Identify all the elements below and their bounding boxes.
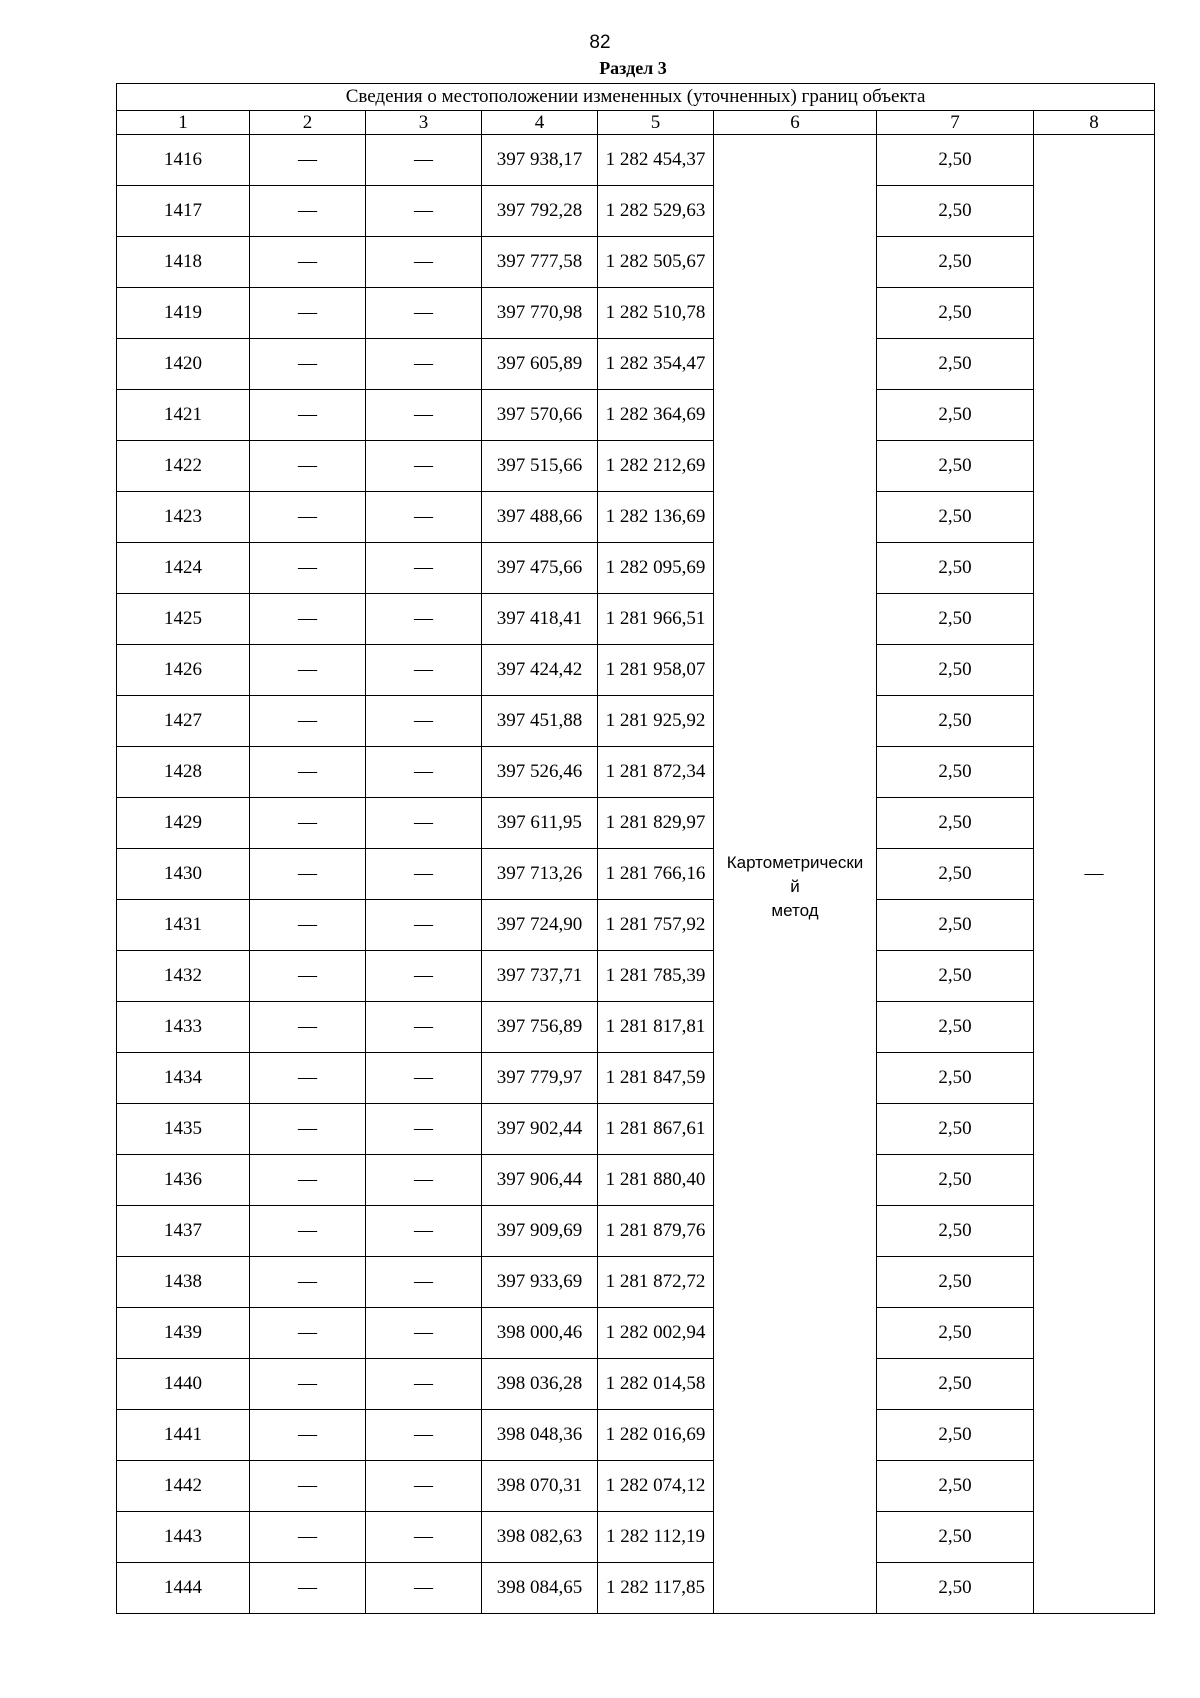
column-3-cell: — (366, 390, 482, 441)
column-number: 6 (714, 111, 877, 135)
accuracy-cell: 2,50 (877, 1257, 1034, 1308)
point-number-cell: 1418 (117, 237, 250, 288)
accuracy-cell: 2,50 (877, 645, 1034, 696)
column-3-cell: — (366, 135, 482, 186)
y-coordinate-cell: 1 281 785,39 (598, 951, 714, 1002)
table-row (117, 135, 1155, 186)
x-coordinate-cell: 397 906,44 (482, 1155, 598, 1206)
y-coordinate-cell: 1 282 510,78 (598, 288, 714, 339)
table-row (117, 900, 1155, 951)
point-number-cell: 1437 (117, 1206, 250, 1257)
accuracy-cell: 2,50 (877, 135, 1034, 186)
x-coordinate-cell: 397 909,69 (482, 1206, 598, 1257)
accuracy-cell: 2,50 (877, 900, 1034, 951)
column-2-cell: — (250, 1206, 366, 1257)
accuracy-cell: 2,50 (877, 492, 1034, 543)
column-number-row (117, 111, 1155, 135)
x-coordinate-cell: 397 570,66 (482, 390, 598, 441)
table-row (117, 1206, 1155, 1257)
accuracy-cell: 2,50 (877, 1461, 1034, 1512)
table-row (117, 747, 1155, 798)
y-coordinate-cell: 1 281 867,61 (598, 1104, 714, 1155)
x-coordinate-cell: 398 048,36 (482, 1410, 598, 1461)
x-coordinate-cell: 397 713,26 (482, 849, 598, 900)
page-number: 82 (589, 32, 611, 53)
accuracy-cell: 2,50 (877, 798, 1034, 849)
column-2-cell: — (250, 441, 366, 492)
table-row (117, 1104, 1155, 1155)
x-coordinate-cell: 397 770,98 (482, 288, 598, 339)
column-3-cell: — (366, 900, 482, 951)
column-2-cell: — (250, 747, 366, 798)
y-coordinate-cell: 1 281 829,97 (598, 798, 714, 849)
x-coordinate-cell: 397 737,71 (482, 951, 598, 1002)
accuracy-cell: 2,50 (877, 1563, 1034, 1614)
y-coordinate-cell: 1 281 872,72 (598, 1257, 714, 1308)
column-3-cell: — (366, 1308, 482, 1359)
point-number-cell: 1417 (117, 186, 250, 237)
y-coordinate-cell: 1 282 016,69 (598, 1410, 714, 1461)
table-row (117, 1308, 1155, 1359)
y-coordinate-cell: 1 281 872,34 (598, 747, 714, 798)
accuracy-cell: 2,50 (877, 849, 1034, 900)
table-row (117, 1257, 1155, 1308)
accuracy-cell: 2,50 (877, 1155, 1034, 1206)
y-coordinate-cell: 1 281 880,40 (598, 1155, 714, 1206)
point-number-cell: 1444 (117, 1563, 250, 1614)
column-2-cell: — (250, 1512, 366, 1563)
y-coordinate-cell: 1 281 766,16 (598, 849, 714, 900)
y-coordinate-cell: 1 282 505,67 (598, 237, 714, 288)
point-number-cell: 1427 (117, 696, 250, 747)
column-8-cell: — (1034, 135, 1155, 1614)
column-2-cell: — (250, 951, 366, 1002)
point-number-cell: 1436 (117, 1155, 250, 1206)
column-number: 7 (877, 111, 1034, 135)
table-row (117, 951, 1155, 1002)
column-2-cell: — (250, 900, 366, 951)
column-3-cell: — (366, 288, 482, 339)
column-3-cell: — (366, 696, 482, 747)
column-3-cell: — (366, 1563, 482, 1614)
column-2-cell: — (250, 1002, 366, 1053)
table-row (117, 237, 1155, 288)
y-coordinate-cell: 1 282 112,19 (598, 1512, 714, 1563)
y-coordinate-cell: 1 282 002,94 (598, 1308, 714, 1359)
column-2-cell: — (250, 1563, 366, 1614)
table-row (117, 1155, 1155, 1206)
column-3-cell: — (366, 1257, 482, 1308)
column-3-cell: — (366, 1206, 482, 1257)
y-coordinate-cell: 1 281 966,51 (598, 594, 714, 645)
column-3-cell: — (366, 645, 482, 696)
x-coordinate-cell: 397 488,66 (482, 492, 598, 543)
column-3-cell: — (366, 186, 482, 237)
y-coordinate-cell: 1 282 354,47 (598, 339, 714, 390)
accuracy-cell: 2,50 (877, 1002, 1034, 1053)
column-2-cell: — (250, 1308, 366, 1359)
point-number-cell: 1440 (117, 1359, 250, 1410)
point-number-cell: 1428 (117, 747, 250, 798)
x-coordinate-cell: 398 036,28 (482, 1359, 598, 1410)
point-number-cell: 1426 (117, 645, 250, 696)
table-row (117, 1563, 1155, 1614)
y-coordinate-cell: 1 282 136,69 (598, 492, 714, 543)
table-row (117, 645, 1155, 696)
x-coordinate-cell: 397 515,66 (482, 441, 598, 492)
column-3-cell: — (366, 1410, 482, 1461)
x-coordinate-cell: 397 424,42 (482, 645, 598, 696)
point-number-cell: 1433 (117, 1002, 250, 1053)
y-coordinate-cell: 1 281 958,07 (598, 645, 714, 696)
column-number: 2 (250, 111, 366, 135)
method-cell (714, 135, 877, 1614)
column-3-cell: — (366, 1155, 482, 1206)
column-2-cell: — (250, 1053, 366, 1104)
x-coordinate-cell: 398 084,65 (482, 1563, 598, 1614)
method-line: й (790, 877, 800, 896)
point-number-cell: 1423 (117, 492, 250, 543)
y-coordinate-cell: 1 282 364,69 (598, 390, 714, 441)
column-3-cell: — (366, 543, 482, 594)
accuracy-cell: 2,50 (877, 237, 1034, 288)
x-coordinate-cell: 397 933,69 (482, 1257, 598, 1308)
y-coordinate-cell: 1 281 925,92 (598, 696, 714, 747)
accuracy-cell: 2,50 (877, 339, 1034, 390)
column-2-cell: — (250, 849, 366, 900)
column-2-cell: — (250, 1104, 366, 1155)
column-2-cell: — (250, 186, 366, 237)
y-coordinate-cell: 1 281 817,81 (598, 1002, 714, 1053)
point-number-cell: 1425 (117, 594, 250, 645)
accuracy-cell: 2,50 (877, 1410, 1034, 1461)
x-coordinate-cell: 397 792,28 (482, 186, 598, 237)
table-row (117, 186, 1155, 237)
accuracy-cell: 2,50 (877, 747, 1034, 798)
accuracy-cell: 2,50 (877, 951, 1034, 1002)
x-coordinate-cell: 397 902,44 (482, 1104, 598, 1155)
table-row (117, 1512, 1155, 1563)
accuracy-cell: 2,50 (877, 696, 1034, 747)
y-coordinate-cell: 1 282 212,69 (598, 441, 714, 492)
column-2-cell: — (250, 696, 366, 747)
y-coordinate-cell: 1 281 757,92 (598, 900, 714, 951)
column-number: 4 (482, 111, 598, 135)
method-line: Картометрически (726, 853, 864, 872)
point-number-cell: 1430 (117, 849, 250, 900)
table-caption: Сведения о местоположении измененных (уточненных) границ объекта (117, 84, 1155, 111)
accuracy-cell: 2,50 (877, 1308, 1034, 1359)
y-coordinate-cell: 1 282 095,69 (598, 543, 714, 594)
column-2-cell: — (250, 1410, 366, 1461)
table-row (117, 594, 1155, 645)
point-number-cell: 1438 (117, 1257, 250, 1308)
x-coordinate-cell: 398 000,46 (482, 1308, 598, 1359)
x-coordinate-cell: 398 070,31 (482, 1461, 598, 1512)
y-coordinate-cell: 1 282 014,58 (598, 1359, 714, 1410)
column-2-cell: — (250, 237, 366, 288)
x-coordinate-cell: 397 724,90 (482, 900, 598, 951)
column-3-cell: — (366, 747, 482, 798)
x-coordinate-cell: 397 475,66 (482, 543, 598, 594)
column-3-cell: — (366, 1512, 482, 1563)
method-text (714, 851, 876, 923)
column-2-cell: — (250, 135, 366, 186)
point-number-cell: 1424 (117, 543, 250, 594)
column-2-cell: — (250, 390, 366, 441)
x-coordinate-cell: 397 938,17 (482, 135, 598, 186)
point-number-cell: 1419 (117, 288, 250, 339)
x-coordinate-cell: 397 777,58 (482, 237, 598, 288)
table-row (117, 798, 1155, 849)
point-number-cell: 1420 (117, 339, 250, 390)
column-3-cell: — (366, 237, 482, 288)
column-2-cell: — (250, 798, 366, 849)
x-coordinate-cell: 397 779,97 (482, 1053, 598, 1104)
column-3-cell: — (366, 798, 482, 849)
table-row (117, 390, 1155, 441)
point-number-cell: 1435 (117, 1104, 250, 1155)
column-3-cell: — (366, 492, 482, 543)
table-row (117, 1002, 1155, 1053)
column-number: 3 (366, 111, 482, 135)
accuracy-cell: 2,50 (877, 1206, 1034, 1257)
table-row (117, 492, 1155, 543)
column-3-cell: — (366, 1359, 482, 1410)
point-number-cell: 1421 (117, 390, 250, 441)
table-row (117, 849, 1155, 900)
boundary-coordinates-table (116, 83, 1155, 1614)
table-row (117, 1461, 1155, 1512)
point-number-cell: 1416 (117, 135, 250, 186)
x-coordinate-cell: 397 611,95 (482, 798, 598, 849)
y-coordinate-cell: 1 281 847,59 (598, 1053, 714, 1104)
x-coordinate-cell: 397 756,89 (482, 1002, 598, 1053)
column-2-cell: — (250, 1257, 366, 1308)
column-2-cell: — (250, 492, 366, 543)
point-number-cell: 1443 (117, 1512, 250, 1563)
point-number-cell: 1422 (117, 441, 250, 492)
column-2-cell: — (250, 288, 366, 339)
column-number: 1 (117, 111, 250, 135)
column-2-cell: — (250, 1155, 366, 1206)
table-row (117, 696, 1155, 747)
table-row (117, 1053, 1155, 1104)
point-number-cell: 1442 (117, 1461, 250, 1512)
point-number-cell: 1429 (117, 798, 250, 849)
x-coordinate-cell: 397 605,89 (482, 339, 598, 390)
column-number: 5 (598, 111, 714, 135)
column-3-cell: — (366, 441, 482, 492)
point-number-cell: 1434 (117, 1053, 250, 1104)
accuracy-cell: 2,50 (877, 441, 1034, 492)
y-coordinate-cell: 1 282 117,85 (598, 1563, 714, 1614)
accuracy-cell: 2,50 (877, 594, 1034, 645)
x-coordinate-cell: 398 082,63 (482, 1512, 598, 1563)
column-2-cell: — (250, 645, 366, 696)
table-row (117, 339, 1155, 390)
accuracy-cell: 2,50 (877, 1359, 1034, 1410)
y-coordinate-cell: 1 282 529,63 (598, 186, 714, 237)
accuracy-cell: 2,50 (877, 186, 1034, 237)
accuracy-cell: 2,50 (877, 390, 1034, 441)
column-3-cell: — (366, 1002, 482, 1053)
y-coordinate-cell: 1 281 879,76 (598, 1206, 714, 1257)
table-row (117, 543, 1155, 594)
column-3-cell: — (366, 849, 482, 900)
column-3-cell: — (366, 951, 482, 1002)
y-coordinate-cell: 1 282 074,12 (598, 1461, 714, 1512)
accuracy-cell: 2,50 (877, 543, 1034, 594)
accuracy-cell: 2,50 (877, 1104, 1034, 1155)
method-line: метод (771, 901, 819, 920)
column-3-cell: — (366, 1053, 482, 1104)
table-body (117, 135, 1155, 1614)
column-3-cell: — (366, 1104, 482, 1155)
column-3-cell: — (366, 339, 482, 390)
point-number-cell: 1439 (117, 1308, 250, 1359)
column-2-cell: — (250, 1359, 366, 1410)
table-row (117, 441, 1155, 492)
section-title: Раздел 3 (599, 58, 667, 78)
column-3-cell: — (366, 594, 482, 645)
y-coordinate-cell: 1 282 454,37 (598, 135, 714, 186)
column-2-cell: — (250, 543, 366, 594)
x-coordinate-cell: 397 451,88 (482, 696, 598, 747)
column-number: 8 (1034, 111, 1155, 135)
accuracy-cell: 2,50 (877, 1512, 1034, 1563)
x-coordinate-cell: 397 418,41 (482, 594, 598, 645)
column-2-cell: — (250, 339, 366, 390)
table-row (117, 288, 1155, 339)
point-number-cell: 1441 (117, 1410, 250, 1461)
accuracy-cell: 2,50 (877, 1053, 1034, 1104)
accuracy-cell: 2,50 (877, 288, 1034, 339)
column-3-cell: — (366, 1461, 482, 1512)
table-row (117, 1359, 1155, 1410)
point-number-cell: 1432 (117, 951, 250, 1002)
column-2-cell: — (250, 594, 366, 645)
point-number-cell: 1431 (117, 900, 250, 951)
table-row (117, 1410, 1155, 1461)
column-2-cell: — (250, 1461, 366, 1512)
x-coordinate-cell: 397 526,46 (482, 747, 598, 798)
